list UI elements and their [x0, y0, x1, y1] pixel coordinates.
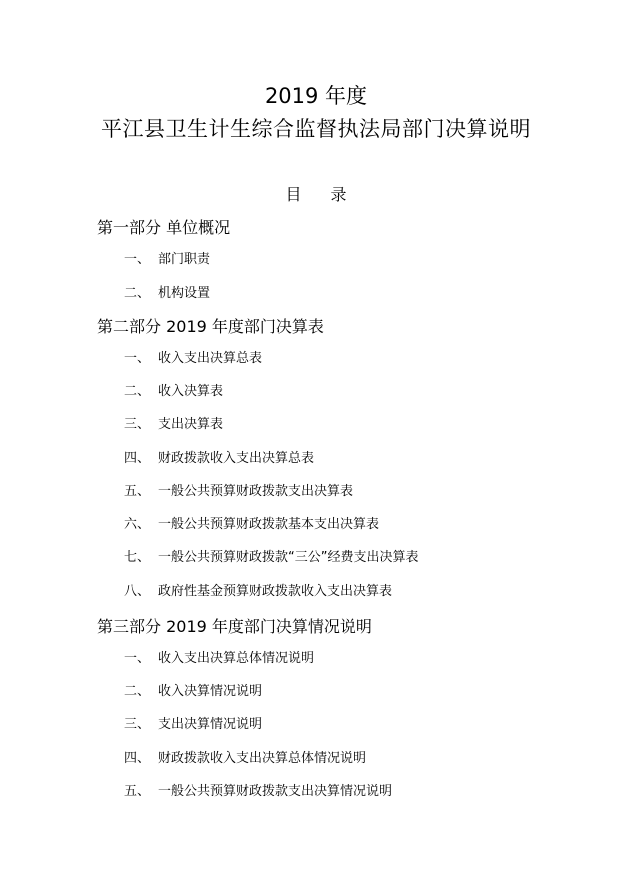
toc-item-text: 一般公共预算财政拨款基本支出决算表 — [158, 517, 380, 532]
toc-item — [124, 251, 210, 269]
toc-item-text: 一般公共预算财政拨款“三公”经费支出决算表 — [158, 550, 419, 565]
toc-item — [124, 350, 262, 368]
toc-part-2-title: 第二部分 2019 年度部门决算表 — [97, 317, 324, 336]
toc-item — [124, 416, 223, 434]
document-main-title: 平江县卫生计生综合监督执法局部门决算说明 — [101, 117, 531, 141]
toc-item — [124, 583, 392, 601]
toc-item-number: 四、 — [124, 751, 151, 766]
toc-heading: 目 录 — [285, 185, 359, 204]
toc-item-number: 二、 — [124, 286, 151, 301]
toc-item-text: 收入决算情况说明 — [158, 684, 263, 699]
toc-item — [124, 549, 418, 567]
toc-item-text: 部门职责 — [158, 252, 211, 267]
toc-item-text: 一般公共预算财政拨款支出决算表 — [158, 484, 354, 499]
toc-item-text: 收入支出决算总体情况说明 — [158, 651, 315, 666]
document-year-title: 2019 年度 — [264, 84, 368, 108]
toc-item-text: 机构设置 — [158, 286, 211, 301]
toc-item-text: 一般公共预算财政拨款支出决算情况说明 — [158, 784, 393, 799]
toc-item — [124, 483, 353, 501]
toc-part-3-title: 第三部分 2019 年度部门决算情况说明 — [97, 617, 372, 636]
toc-item-number: 七、 — [124, 550, 151, 565]
toc-item — [124, 650, 314, 668]
toc-item-text: 支出决算情况说明 — [158, 717, 263, 732]
toc-item — [124, 683, 262, 701]
toc-item — [124, 783, 392, 801]
toc-part-1-title: 第一部分 单位概况 — [97, 218, 231, 237]
toc-item-number: 三、 — [124, 717, 151, 732]
toc-item — [124, 516, 379, 534]
toc-item-number: 二、 — [124, 684, 151, 699]
toc-item-number: 一、 — [124, 351, 151, 366]
toc-item-number: 八、 — [124, 584, 151, 599]
toc-item — [124, 716, 262, 734]
toc-item-number: 六、 — [124, 517, 151, 532]
toc-item-text: 政府性基金预算财政拨款收入支出决算表 — [158, 584, 393, 599]
toc-item-number: 二、 — [124, 384, 151, 399]
toc-item-text: 收入支出决算总表 — [158, 351, 263, 366]
toc-item-number: 五、 — [124, 484, 151, 499]
toc-item-number: 一、 — [124, 252, 151, 267]
toc-item-number: 一、 — [124, 651, 151, 666]
toc-item-number: 四、 — [124, 451, 151, 466]
toc-item-number: 五、 — [124, 784, 151, 799]
toc-item — [124, 285, 210, 303]
toc-item-text: 支出决算表 — [158, 417, 224, 432]
toc-item-text: 财政拨款收入支出决算总体情况说明 — [158, 751, 367, 766]
toc-item — [124, 750, 366, 768]
toc-item — [124, 450, 314, 468]
toc-item-text: 财政拨款收入支出决算总表 — [158, 451, 315, 466]
toc-item — [124, 383, 223, 401]
toc-item-text: 收入决算表 — [158, 384, 224, 399]
toc-item-number: 三、 — [124, 417, 151, 432]
